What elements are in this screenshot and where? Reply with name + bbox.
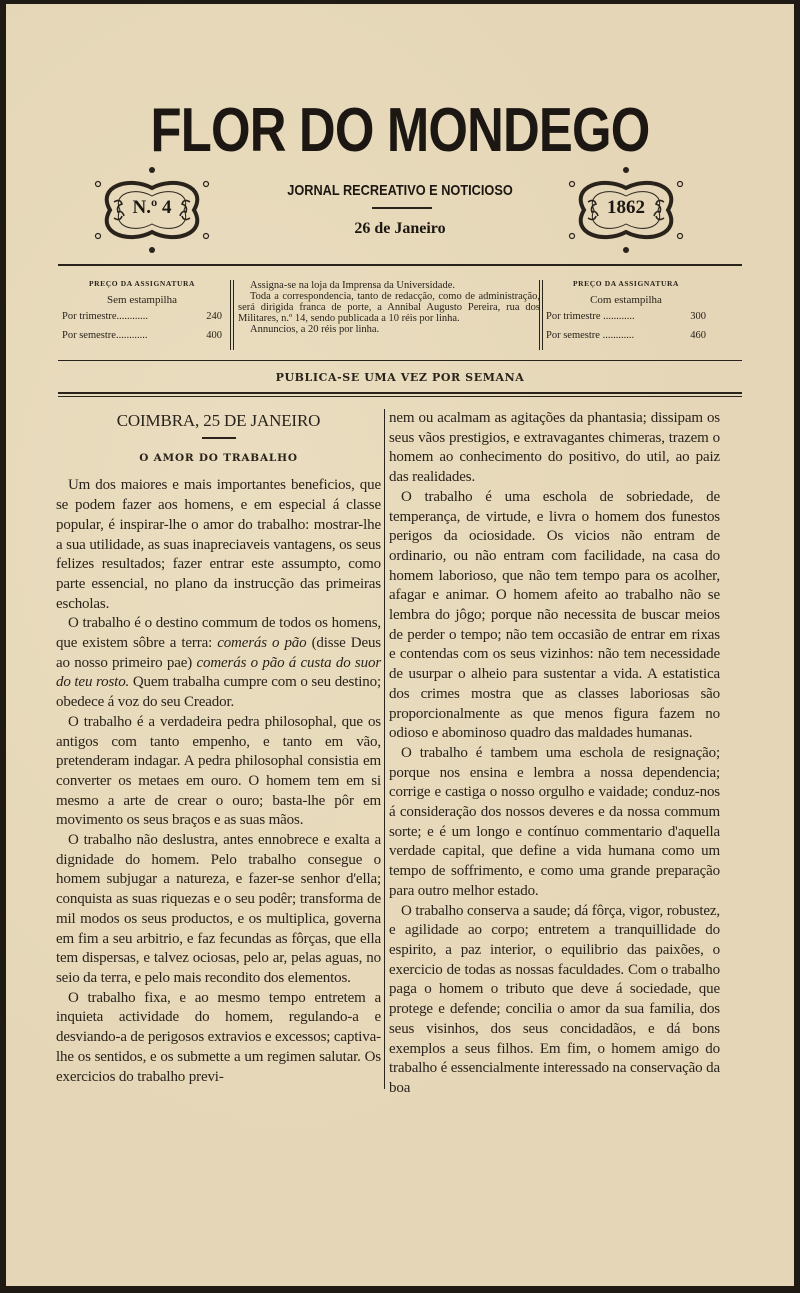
subscription-price-without-stamp (62, 278, 222, 349)
price-value: 400 (206, 330, 222, 341)
newspaper-page (6, 4, 794, 1286)
column-separator (230, 280, 231, 350)
text-run: O trabalho é o destino commum de todos os homens, que existem sôbre a terra: (56, 615, 381, 652)
italic-quote: comerás o pão á custa do suor do teu rosto. (56, 654, 382, 691)
text-run: (disse Deus ao nosso primeiro pae) (56, 635, 381, 671)
paragraph: O trabalho é tambem uma eschola de resignação; porque nos ensina e lembra a nossa dependencia; corrige e castiga o nosso orgulho e vaidade; conduz-nos á consideração dos nossos deveres e da nossa commum sorte; e é um longo e contínuo commentario d'aquella verdade capital, que define a vida humana como um tempo de soffrimento, e como uma grande preparação para outro melhor estado. (389, 744, 720, 899)
paragraph: O trabalho não deslustra, antes ennobrece e exalta a dignidade do homem. Pelo trabalho consegue o homem subjugar a natureza, e fazer-se senhor d'ella; conquista as suas riquezas e o seu podêr; transforma de mil modos os seus productos, e os multiplica, governa em fim a seu arbitrio, e faz fecundas as fôrças, que ella tem dispersas, e talvez ociosas, pelo ar, pelas aguas, no seio da terra, e pelo mais recondito dos elementos. (56, 832, 381, 986)
issue-date: 26 de Janeiro (354, 220, 446, 237)
column-separator (539, 280, 540, 350)
year-cartouche (564, 164, 688, 256)
price-value: 300 (690, 311, 706, 322)
issue-year: 1862 (607, 197, 645, 218)
subscription-price-with-stamp (546, 278, 706, 349)
paragraph: nem ou acalmam as agitações da phantasia; dissipam os seus vãos prestigios, e extravagantes chimeras, trazem o homem ao conhecimento do positivo, do util, ao paiz das realidades. (389, 410, 720, 486)
price-row (546, 311, 706, 323)
price-row (62, 330, 222, 342)
price-label: Por semestre ............ (546, 330, 635, 341)
issue-number-cartouche (90, 164, 214, 256)
paragraph: O trabalho conserva a saude; dá fôrça, vigor, robustez, e agilidade ao corpo; entretem a tranquillidade do espirito, a paz interior, o equilibrio das paixões, o exercicio de todas as nossas faculdades. Com o trabalho paga o homem o tributo que deve á sociedade, que protege e defende; concilia o amor da sua familia, dos seus visinhos, dos seus concidadãos, e dá bons exemplos a seus filhos. Em fim, o homem amigo do trabalho é essencialmente interessado na conservação da boa (389, 902, 720, 1096)
issue-number: N.º 4 (132, 197, 172, 218)
article-column-right (389, 409, 720, 1099)
publication-frequency: PUBLICA-SE UMA VEZ POR SEMANA (275, 371, 525, 384)
price-subtitle: Com estampilha (590, 294, 662, 306)
notice-line: Assigna-se na loja da Imprensa da Universidade. (250, 280, 455, 291)
price-row (62, 311, 222, 323)
price-row (546, 330, 706, 342)
notice-line: Annuncios, a 20 réis por linha. (250, 324, 380, 335)
publication-notice (238, 280, 540, 335)
price-title: PREÇO DA ASSIGNATURA (88, 279, 196, 288)
dateline-divider (202, 437, 236, 439)
paragraph: O trabalho é uma eschola de sobriedade, de temperança, de virtude, e livra o homem dos funestos perigos da ociosidade. Os vicios não entram de ordinario, ou não entram com facilidade, na casa do homem laborioso, que não tem tempo para os acolher, afagar e animar. O homem afeito ao trabalho não se lembra do jôgo; porque não necessita de buscar meios de perder o tempo; não tem occasião de entrar em rixas e contendas com os seus vizinhos: não tem necessidade de usurpar o alheio para sustentar a vida. A estatistica dos crimes mostra que as classes laboriosas são proporcionalmente as que menos figura fazem no odioso e abominoso quadro das maldades humanas. (389, 488, 720, 742)
price-label: Por trimestre............ (62, 311, 149, 322)
text-run: Quem trabalha cumpre com o seu destino; obedece á voz do seu Creador. (56, 674, 381, 711)
price-label: Por trimestre ............ (546, 311, 635, 322)
masthead-subtitle: JORNAL RECREATIVO E NOTICIOSO (287, 182, 513, 199)
italic-quote: comerás o pão (217, 635, 307, 652)
section-rule (58, 392, 742, 394)
masthead-title: FLOR DO MONDEGO (150, 96, 650, 165)
paragraph: O trabalho fixa, e ao mesmo tempo entretem a inquieta actividade do homem, regulando-a e desviando-a de perigosos extravios e excessos; captiva-lhe os sentidos, e os submette a um regimen salutar. Os exercicios do trabalho previ- (56, 989, 381, 1085)
price-label: Por semestre............ (62, 330, 148, 341)
article-dateline: COIMBRA, 25 DE JANEIRO (116, 411, 321, 430)
header-rule (58, 264, 742, 266)
info-rule (58, 360, 742, 361)
price-subtitle: Sem estampilha (107, 294, 177, 306)
paragraph: O trabalho é a verdadeira pedra philosophal, que os antigos com tanto empenho, e tanto em vão, pretenderam indagar. A pedra philosophal consistia em converter os metaes em ouro. O homem tem em si mesmo a arte de crear o ouro; basta-lhe pôr em movimento os seus braços e as suas mãos. (56, 713, 381, 829)
subtitle-divider (372, 207, 432, 209)
price-value: 460 (690, 330, 706, 341)
price-title: PREÇO DA ASSIGNATURA (572, 279, 680, 288)
paragraph: Um dos maiores e mais importantes beneficios, que se podem fazer aos homens, e em especial á classe popular, é inspirar-lhe o amor do trabalho: mostrar-lhe a sua utilidade, as suas inapreciaveis vantagens, os seus felizes resultados; fazer entrar este assumpto, como parte essencial, no plano da instrucção das primeiras escholas. (56, 477, 381, 612)
article-column-left (56, 409, 381, 1087)
price-value: 240 (206, 311, 222, 322)
column-divider (384, 409, 385, 1089)
paragraph (56, 614, 381, 713)
notice-line: Toda a correspondencia, tanto de redacção, como de administração, será dirigida franca de porte, a Annibal Augusto Pereira, rua dos Militares, n.º 14, sendo publicada a 10 réis por linha. (238, 291, 540, 324)
article-title: O AMOR DO TRABALHO (139, 451, 298, 464)
section-rule-thin (58, 396, 742, 397)
